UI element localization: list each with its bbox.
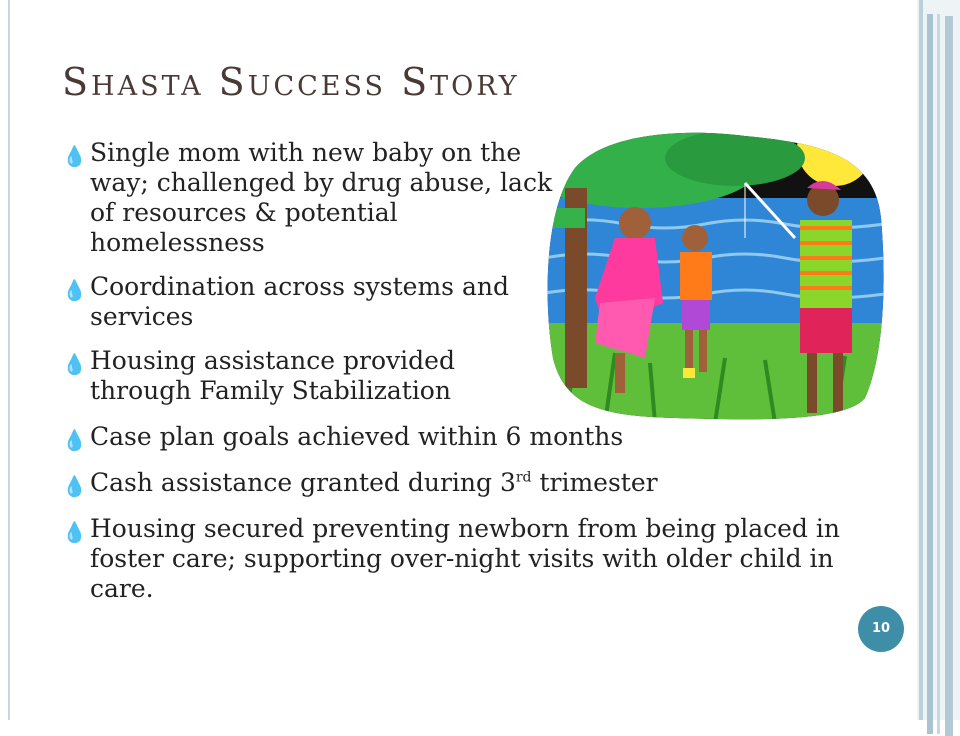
page-number-badge: 10	[858, 606, 904, 652]
bullet-text: Housing assistance provided through Family Stabilization	[90, 346, 455, 405]
bullet-marker-icon: 💧	[62, 428, 87, 452]
bullet-marker-icon: 💧	[62, 352, 87, 376]
list-item	[62, 138, 560, 258]
bullet-text: Coordination across systems and services	[90, 272, 509, 331]
bullet-text-suffix: trimester	[531, 468, 658, 497]
bullet-text: Housing secured preventing newborn from being placed in foster care; supporting over-night visits with older child in care.	[90, 514, 840, 603]
bullet-text: Single mom with new baby on the way; challenged by drug abuse, lack of resources & potential homelessness	[90, 138, 553, 257]
bullet-marker-icon: 💧	[62, 520, 87, 544]
family-fishing-clipart	[545, 128, 885, 423]
list-item	[62, 346, 560, 406]
list-item	[62, 468, 852, 498]
slide-title: Shasta Success Story	[62, 60, 520, 104]
left-border	[8, 0, 10, 720]
list-item	[62, 514, 852, 604]
list-item	[62, 422, 852, 452]
right-decorative-bars	[917, 0, 960, 720]
bullet-text: Case plan goals achieved within 6 months	[90, 422, 624, 451]
bullet-marker-icon: 💧	[62, 474, 87, 498]
list-item	[62, 272, 560, 332]
bullet-text: Cash assistance granted during 3	[90, 468, 516, 497]
bullet-marker-icon: 💧	[62, 144, 87, 168]
superscript-ordinal: rd	[515, 469, 532, 486]
bullet-marker-icon: 💧	[62, 278, 87, 302]
